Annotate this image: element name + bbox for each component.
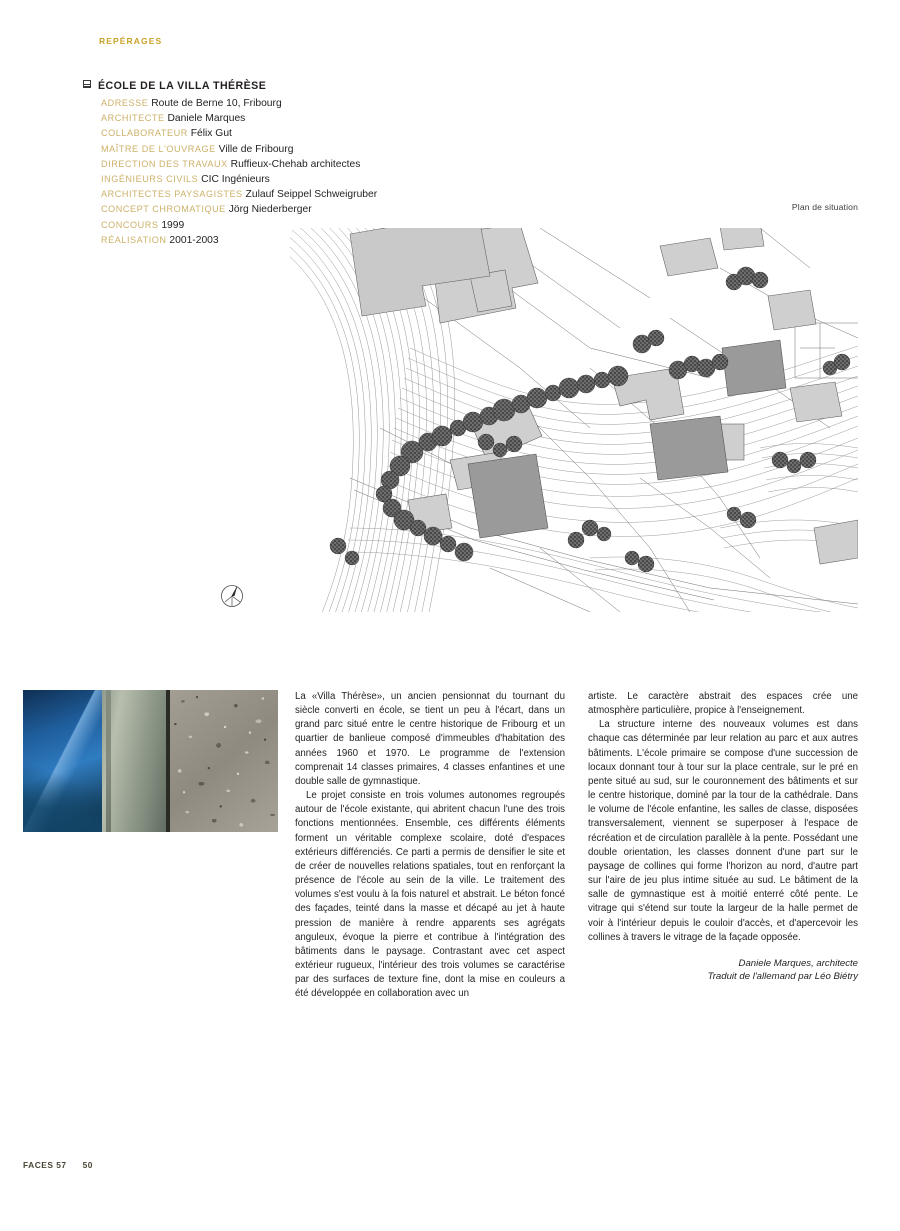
credit-label: INGÉNIEURS CIVILS	[101, 174, 199, 185]
signature-author: Daniele Marques, architecte	[738, 957, 858, 969]
credit-value: Route de Berne 10, Fribourg	[151, 98, 282, 109]
credit-row-concept-chromatique	[83, 202, 503, 217]
credit-label: COLLABORATEUR	[101, 128, 188, 139]
credit-value: CIC Ingénieurs	[201, 174, 270, 186]
paragraph: Le projet consiste en trois volumes autonomes regroupés autour de l'école existante, qui abritent chacun l'une des trois fonctions mentionnées. Ensemble, ces différents éléments forment un véritable complexe scolaire, doté d'espaces extérieurs différenciés. Ce parti a permis de densifier le site et de créer de nouvelles relations spatiales, tout en renforçant la présence de l'école au sein de la ville. Le traitement des volumes s'est voulu à la fois naturel et abstrait. Le béton foncé des façades, teinté dans la masse et décapé au jet à haute pression de manière à rendre apparents ses agrégats anguleux, évoque la pierre et contribue à l'intégration des bâtiments dans le paysage. Contrastant avec cet aspect extérieur rugueux, l'intérieur des trois volumes se caractérise par des surfaces de texture fine, dont la mise en couleurs a été développée en collaboration avec un	[295, 790, 565, 1000]
credit-value: 1999	[161, 219, 185, 231]
page-footer	[23, 1160, 93, 1170]
credit-value: Félix Gut	[190, 128, 232, 140]
section-running-head: REPÉRAGES	[99, 36, 163, 46]
credit-value: Jörg Niederberger	[228, 204, 312, 216]
photo-glazing-blue	[23, 690, 102, 832]
photo-glass-reveal	[102, 690, 168, 832]
north-arrow-compass-icon	[219, 583, 245, 609]
credit-label: ARCHITECTE	[101, 113, 165, 124]
credit-row-collaborateur	[83, 126, 503, 141]
paragraph: La «Villa Thérèse», un ancien pensionnat du tournant du siècle converti en école, se tient un peu à l'écart, dans un grand parc situé entre le centre historique de Fribourg et un quartier de banlieue composé d'immeubles d'habitation des années 1960 et 1970. Le programme de l'extension comprenait 14 classes primaires, 4 classes enfantines et une double salle de gymnastique.	[295, 691, 565, 787]
credit-value: Zulauf Seippel Schweigruber	[245, 189, 378, 201]
credit-row-direction-travaux	[83, 157, 503, 172]
credit-row-ingenieurs-civils	[83, 172, 503, 187]
credit-row-architecte	[83, 111, 503, 126]
credit-value: 2001-2003	[169, 234, 219, 246]
plan-caption: Plan de situation	[791, 202, 858, 212]
paragraph: artiste. Le caractère abstrait des espaces crée une atmosphère particulière, propice à l'enseignement.	[588, 691, 858, 717]
body-text-column-1	[295, 690, 565, 1001]
credit-row-adresse	[83, 96, 503, 111]
credit-label: DIRECTION DES TRAVAUX	[101, 158, 228, 169]
site-plan-figure	[290, 228, 858, 612]
footer-page-number: 50	[82, 1160, 93, 1170]
square-mark-icon	[83, 80, 91, 88]
credit-label: ARCHITECTES PAYSAGISTES	[101, 189, 243, 200]
credit-value: Daniele Marques	[167, 113, 246, 125]
signature-translator: Traduit de l'allemand par Léo Biétry	[707, 971, 858, 983]
photo-aggregate-concrete	[170, 690, 278, 832]
credit-label: RÉALISATION	[101, 234, 167, 245]
body-text-column-2	[588, 690, 858, 983]
facade-detail-photo	[23, 690, 278, 832]
paragraph: La structure interne des nouveaux volumes est dans chaque cas déterminée par leur relation au parc et aux autres bâtiments. L'école primaire se compose d'une succession de locaux donnant tour à tour sur la place centrale, sur le pré en pente situé au sud, sur le couronnement des bâtiments et sur le centre historique, dominé par la tour de la cathédrale. Dans le volume de l'école enfantine, les salles de classe, disposées transversalement, viennent se superposer à l'espace de récréation et de circulation parallèle à la pente. Possédant une double orientation, les classes donnent d'une part sur le paysage de collines qui forme l'horizon au nord, d'autre part sur l'aire de jeu plus intime située au sud. Le bâtiment de la salle de gymnastique est à moitié enterré côté pente. Le vitrage qui s'étend sur toute la largeur de la halle permet de voir à l'intérieur depuis le couloir d'accès, et d'apercevoir les collines à travers le vitrage de la façade opposée.	[588, 719, 858, 943]
project-title-row	[83, 80, 503, 92]
credit-label: MAÎTRE DE L'OUVRAGE	[101, 143, 216, 154]
credit-value: Ville de Fribourg	[218, 143, 294, 155]
footer-publication: FACES 57	[23, 1160, 67, 1170]
credit-row-architectes-paysagistes	[83, 187, 503, 202]
project-credits-block	[83, 80, 503, 248]
article-signature	[588, 957, 858, 983]
credit-label: ADRESSE	[101, 98, 149, 108]
page-title: ÉCOLE DE LA VILLA THÉRÈSE	[98, 80, 267, 92]
credit-row-maitre-ouvrage	[83, 142, 503, 157]
credit-label: CONCOURS	[101, 219, 159, 230]
credit-label: CONCEPT CHROMATIQUE	[101, 204, 226, 215]
credit-value: Ruffieux-Chehab architectes	[230, 158, 361, 170]
